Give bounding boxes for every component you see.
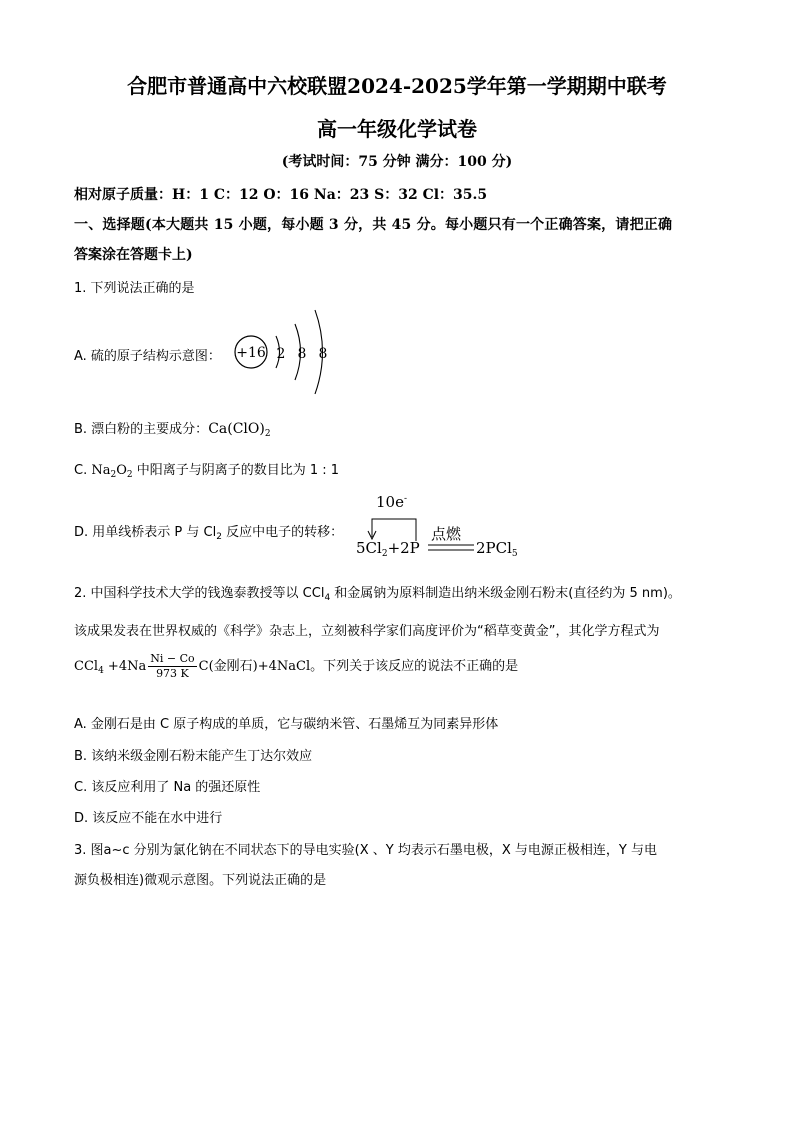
reaction-condition: 点燃 bbox=[431, 525, 462, 543]
q1-option-d-label: D. 用单线桥表示 P 与 $Cl_2$ 反应中电子的转移： bbox=[74, 525, 344, 542]
q2-line1: 2. 中国科学技术大学的钱逸泰教授等以 CCl$_4$ 和金属钠为原料制造出纳米级金刚石粉末(直径约为 5 nm)。 bbox=[74, 586, 681, 603]
shell-3-count: 8 bbox=[318, 346, 328, 362]
shell-1-count: 2 bbox=[276, 346, 286, 362]
q1-option-b-label: B. 漂白粉的主要成分： bbox=[74, 422, 209, 437]
q1-option-c: C. $Na_2O_2$ 中阳离子与阴离子的数目比为 1 : 1 bbox=[74, 463, 340, 480]
q2-line2: 该成果发表在世界权威的《科学》杂志上，立刻被科学家们高度评价为“稻草变黄金”，其化学方程式为 bbox=[74, 624, 660, 639]
exam-subtitle: 高一年级化学试卷 bbox=[317, 117, 477, 141]
nucleus-charge: +16 bbox=[236, 345, 266, 361]
section-heading-line1: 一、选择题(本大题共 15 小题，每小题 3 分，共 45 分。每小题只有一个正确答案，请把正确 bbox=[74, 217, 673, 233]
sulfur-atom-diagram bbox=[230, 306, 340, 398]
reaction-condition-fraction: $\frac{Ni - Co}{973 K}$ bbox=[150, 652, 195, 680]
equals-sign bbox=[428, 542, 476, 554]
q2-option-b: B. 该纳米级金刚石粉末能产生丁达尔效应 bbox=[74, 749, 313, 764]
reaction-right-side: 2PCl$_5$ bbox=[476, 539, 518, 559]
shell-2-count: 8 bbox=[297, 346, 307, 362]
q1-stem: 1. 下列说法正确的是 bbox=[74, 281, 195, 296]
q2-equation: CCl$_4$ +4Na $\frac{Ni - Co}{973 K}$ C(金刚石)+4NaCl。下列关于该反应的说法不正确的是 bbox=[74, 652, 519, 680]
q1-option-b bbox=[74, 418, 271, 439]
q3-line2: 源负极相连)微观示意图。下列说法正确的是 bbox=[74, 873, 327, 888]
exam-info: (考试时间：75 分钟 满分：100 分) bbox=[281, 154, 513, 170]
electron-transfer-label: 10e- bbox=[376, 493, 408, 511]
section-heading-line2: 答案涂在答题卡上) bbox=[74, 247, 193, 263]
exam-title: 合肥市普通高中六校联盟2024-2025学年第一学期期中联考 bbox=[127, 74, 667, 98]
q1-option-a-label: A. 硫的原子结构示意图： bbox=[74, 349, 221, 364]
q1-option-b-formula: $Ca(ClO)_2$ bbox=[208, 421, 271, 439]
atomic-masses: 相对原子质量：H：1 C：12 O：16 Na：23 S：32 Cl：35.5 bbox=[74, 187, 488, 203]
q2-option-a: A. 金刚石是由 C 原子构成的单质，它与碳纳米管、石墨烯互为同素异形体 bbox=[74, 717, 499, 732]
q2-option-d: D. 该反应不能在水中进行 bbox=[74, 811, 223, 826]
q2-option-c: C. 该反应利用了 Na 的强还原性 bbox=[74, 780, 261, 795]
reaction-left-side: $5Cl_2+2P$ bbox=[356, 539, 420, 559]
q3-line1: 3. 图a~c 分别为氯化钠在不同状态下的导电实验(X 、Y 均表示石墨电极，X 与电源正极相连，Y 与电 bbox=[74, 843, 657, 858]
